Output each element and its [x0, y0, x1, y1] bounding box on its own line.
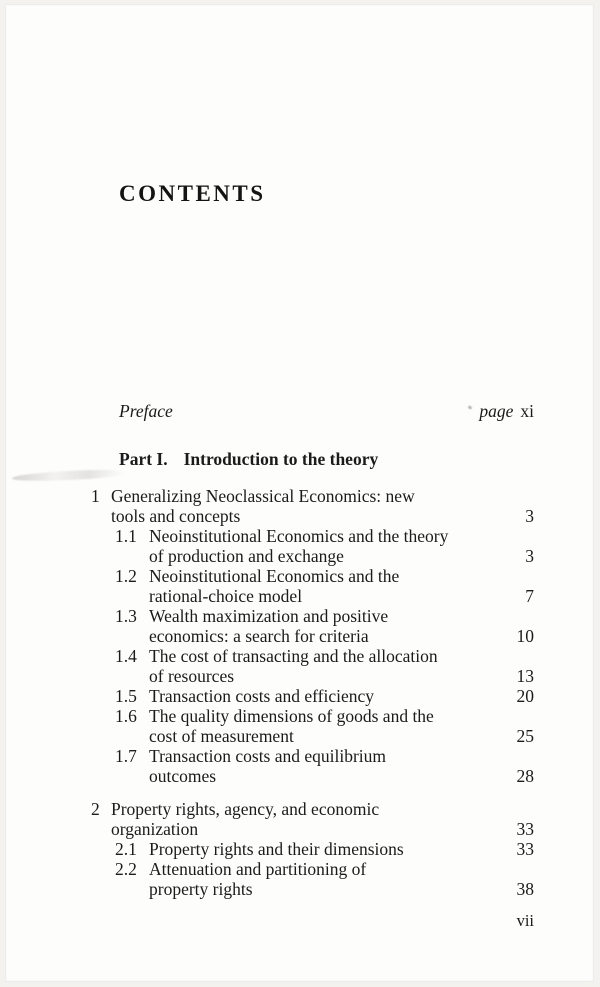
toc-section-entry	[91, 746, 534, 786]
section-number: 2.1	[115, 839, 137, 859]
entry-line: Neoinstitutional Economics and the theory	[149, 526, 449, 546]
toc-chapter	[91, 486, 534, 786]
section-title	[149, 646, 496, 686]
toc-section-entry	[91, 646, 534, 686]
scan-smudge-artifact	[12, 469, 124, 483]
toc-sections	[91, 526, 534, 786]
toc-chapters	[91, 486, 534, 899]
entry-line: rational-choice model	[149, 586, 303, 606]
section-title	[149, 706, 496, 746]
section-number: 1.4	[115, 646, 137, 666]
folio-page-number: vii	[516, 911, 534, 930]
section-title	[149, 746, 496, 786]
section-number: 1.7	[115, 746, 137, 766]
toc-section-entry	[91, 686, 534, 706]
preface-page-number: xi	[520, 401, 534, 421]
preface-row	[119, 400, 534, 422]
entry-line: The cost of transacting and the allocation	[149, 646, 438, 666]
section-title	[149, 686, 496, 706]
toc-section-entry	[91, 859, 534, 899]
entry-line: The quality dimensions of goods and the	[149, 706, 434, 726]
page-word-label: page	[479, 401, 514, 421]
section-page-number: 3	[525, 546, 534, 566]
entry-line: organization	[111, 819, 199, 839]
toc-section-entry	[91, 706, 534, 746]
section-page-number: 38	[516, 879, 534, 899]
section-title	[149, 566, 496, 606]
entry-line: tools and concepts	[111, 506, 241, 526]
entry-line: of production and exchange	[149, 546, 344, 566]
entry-line: Attenuation and partitioning of	[149, 859, 367, 879]
section-title	[149, 859, 496, 899]
entry-line: Transaction costs and equilibrium	[149, 746, 387, 766]
section-title	[149, 606, 496, 646]
entry-line: Generalizing Neoclassical Economics: new	[111, 486, 415, 506]
section-page-number: 33	[516, 839, 534, 859]
preface-label: Preface	[119, 401, 173, 421]
chapter-title	[111, 486, 496, 526]
toc-chapter	[91, 799, 534, 899]
chapter-number: 1	[91, 486, 100, 506]
section-number: 1.1	[115, 526, 137, 546]
section-number: 2.2	[115, 859, 137, 879]
section-page-number: 10	[516, 626, 534, 646]
contents-page	[5, 4, 594, 982]
section-title	[149, 526, 496, 566]
chapter-page-number: 3	[525, 506, 534, 526]
toc-section-entry	[91, 606, 534, 646]
part-title: Introduction to the theory	[183, 449, 379, 469]
chapter-title	[111, 799, 496, 839]
toc-section-entry	[91, 839, 534, 859]
section-page-number: 28	[516, 766, 534, 786]
entry-line: cost of measurement	[149, 726, 294, 746]
preface-page-ref	[479, 400, 534, 422]
entry-line: Property rights and their dimensions	[149, 839, 404, 859]
entry-line: Wealth maximization and positive	[149, 606, 389, 626]
page-title: CONTENTS	[119, 181, 266, 206]
part-label: Part I.	[119, 449, 168, 469]
entry-line: Property rights, agency, and economic	[111, 799, 380, 819]
toc-sections	[91, 839, 534, 899]
toc-chapter-entry	[91, 486, 534, 526]
section-title	[149, 839, 496, 859]
entry-line: outcomes	[149, 766, 217, 786]
toc-section-entry	[91, 566, 534, 606]
toc-chapter-entry	[91, 799, 534, 839]
section-number: 1.5	[115, 686, 137, 706]
entry-line: Transaction costs and efficiency	[149, 686, 375, 706]
chapter-number: 2	[91, 799, 100, 819]
section-number: 1.3	[115, 606, 137, 626]
section-page-number: 20	[516, 686, 534, 706]
entry-line: of resources	[149, 666, 235, 686]
section-number: 1.6	[115, 706, 137, 726]
chapter-page-number: 33	[516, 819, 534, 839]
entry-line: Neoinstitutional Economics and the	[149, 566, 400, 586]
section-page-number: 25	[516, 726, 534, 746]
section-page-number: 7	[525, 586, 534, 606]
toc-section-entry	[91, 526, 534, 566]
entry-line: economics: a search for criteria	[149, 626, 369, 646]
part-heading	[119, 448, 534, 470]
entry-line: property rights	[149, 879, 253, 899]
section-number: 1.2	[115, 566, 137, 586]
section-page-number: 13	[516, 666, 534, 686]
